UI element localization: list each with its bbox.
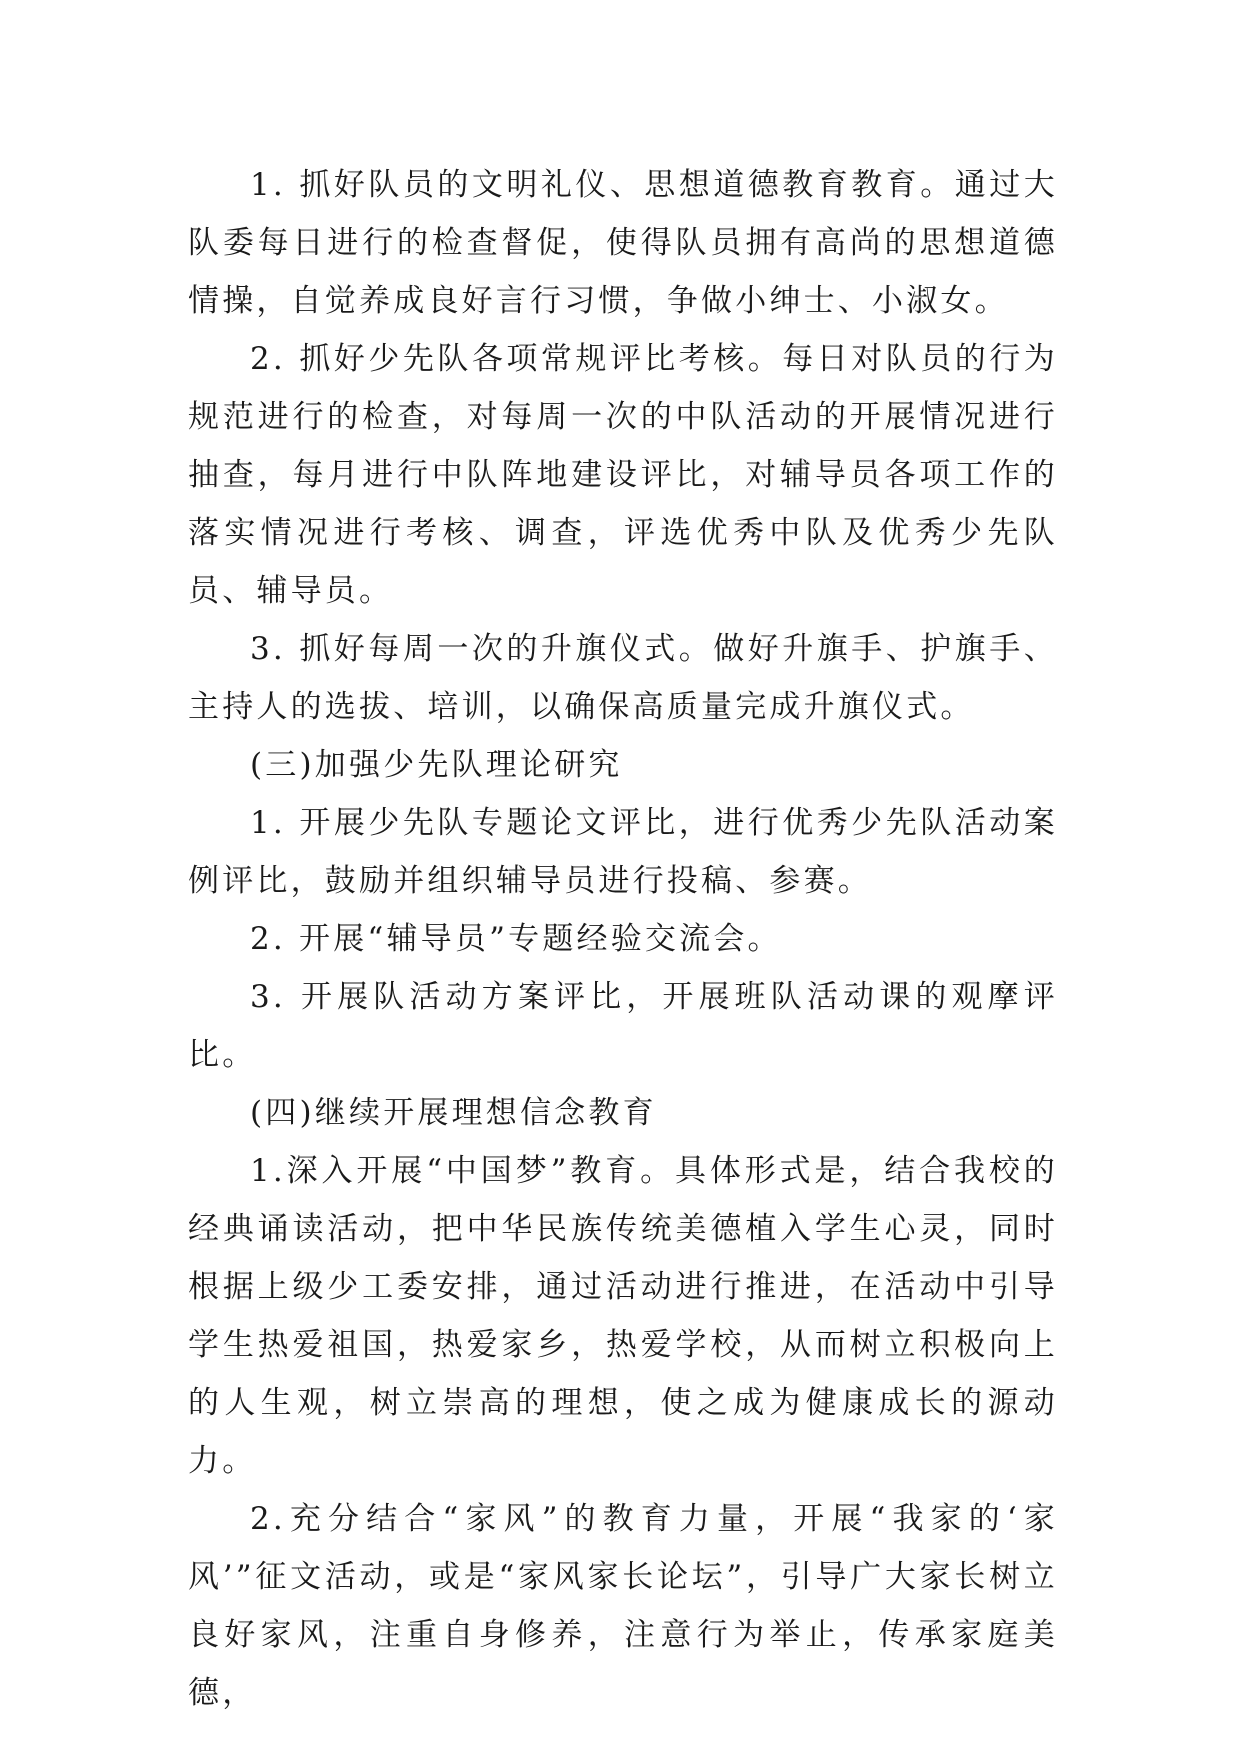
paragraph-2: 2. 抓好少先队各项常规评比考核。每日对队员的行为规范进行的检查，对每周一次的中队活动的开展情况进行抽查，每月进行中队阵地建设评比，对辅导员各项工作的落实情况进行考核、调查，评选优秀中队及优秀少先队员、辅导员。 <box>188 341 1058 609</box>
section-heading-3: (三)加强少先队理论研究 <box>250 747 623 783</box>
body-text <box>188 156 1058 1722</box>
paragraph-3: 3. 抓好每周一次的升旗仪式。做好升旗手、护旗手、主持人的选拔、培训，以确保高质量完成升旗仪式。 <box>188 631 1058 725</box>
section-heading-4: (四)继续开展理想信念教育 <box>250 1095 657 1131</box>
paragraph-1: 1. 抓好队员的文明礼仪、思想道德教育教育。通过大队委每日进行的检查督促，使得队员拥有高尚的思想道德情操，自觉养成良好言行习惯，争做小绅士、小淑女。 <box>188 167 1058 319</box>
paragraph-8: 2.充分结合“家风”的教育力量，开展“我家的‘家风’”征文活动，或是“家风家长论坛”，引导广大家长树立良好家风，注重自身修养，注意行为举止，传承家庭美德， <box>188 1501 1058 1711</box>
paragraph-4: 1. 开展少先队专题论文评比，进行优秀少先队活动案例评比，鼓励并组织辅导员进行投稿、参赛。 <box>188 805 1058 899</box>
paragraph-7: 1.深入开展“中国梦”教育。具体形式是，结合我校的经典诵读活动，把中华民族传统美德植入学生心灵，同时根据上级少工委安排，通过活动进行推进，在活动中引导学生热爱祖国，热爱家乡，热爱学校，从而树立积极向上的人生观，树立崇高的理想，使之成为健康成长的源动力。 <box>188 1153 1058 1479</box>
paragraph-5: 2. 开展“辅导员”专题经验交流会。 <box>250 921 782 957</box>
paragraph-6: 3. 开展队活动方案评比，开展班队活动课的观摩评比。 <box>188 979 1058 1073</box>
